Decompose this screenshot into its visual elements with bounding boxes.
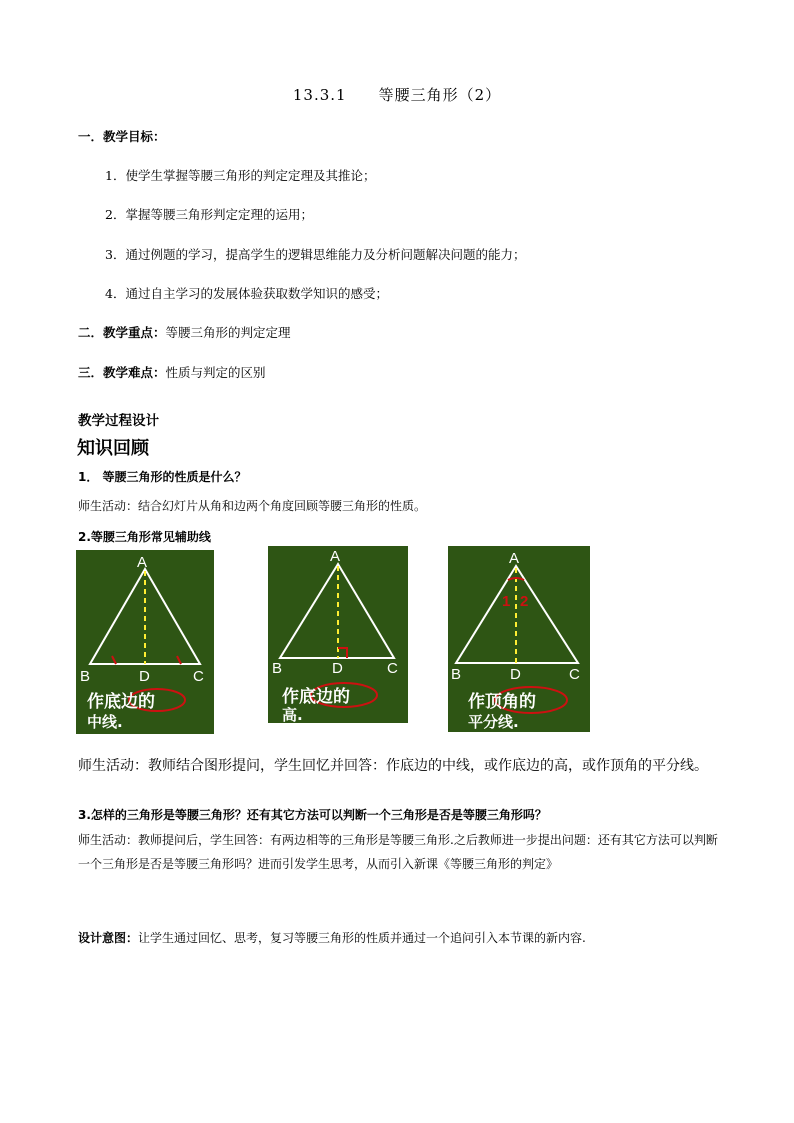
label-d: D xyxy=(510,666,521,683)
label-b: B xyxy=(80,668,91,685)
figure-bisector xyxy=(448,546,590,732)
question-3: 3.怎样的三角形是等腰三角形？还有其它方法可以判断一个三角形是否是等腰三角形吗？ xyxy=(78,808,547,822)
label-d: D xyxy=(332,660,343,677)
figure-median xyxy=(76,550,214,734)
difficult-point-label: 三．教学难点： xyxy=(78,365,166,380)
angle-1-label: 1 xyxy=(502,593,511,610)
caption-line-1: 作底边的 xyxy=(282,687,350,707)
design-intent-text: 让学生通过回忆、思考，复习等腰三角形的性质并通过一个追问引入本节课的新内容. xyxy=(138,931,586,945)
bisector-triangle-diagram xyxy=(448,546,590,732)
design-intent-label: 设计意图： xyxy=(78,931,139,945)
altitude-triangle-diagram xyxy=(268,546,408,723)
caption-line-2: 高. xyxy=(282,706,303,723)
label-c: C xyxy=(387,660,398,677)
page-title: 13.3.1 等腰三角形（2） xyxy=(292,86,502,104)
label-a: A xyxy=(509,550,520,567)
objective-item-4: 4．通过自主学习的发展体验获取数学知识的感受； xyxy=(105,286,388,301)
label-c: C xyxy=(193,668,204,685)
angle-2-label: 2 xyxy=(520,593,529,610)
design-intent xyxy=(78,929,586,946)
difficult-point-text: 性质与判定的区别 xyxy=(165,365,266,380)
key-point-text: 等腰三角形的判定定理 xyxy=(165,325,291,340)
objective-item-1: 1．使学生掌握等腰三角形的判定定理及其推论； xyxy=(105,168,376,183)
review-heading: 知识回顾 xyxy=(77,438,149,459)
objective-item-3: 3．通过例题的学习，提高学生的逻辑思维能力及分析问题解决问题的能力； xyxy=(105,247,526,262)
process-heading: 教学过程设计 xyxy=(78,413,159,429)
label-d: D xyxy=(139,668,150,685)
activity-2: 师生活动：教师结合图形提问，学生回忆并回答：作底边的中线，或作底边的高，或作顶角的平分线。 xyxy=(78,758,708,774)
objectives-heading: 一．教学目标： xyxy=(78,129,166,144)
activity-3: 师生活动：教师提问后，学生回答：有两边相等的三角形是等腰三角形.之后教师进一步提出问题：还有其它方法可以判断一个三角形是否是等腰三角形吗？进而引发学生思考，从而引入新课《等腰三角形的判定》 xyxy=(78,833,718,871)
median-triangle-diagram xyxy=(76,550,214,734)
question-1: 1． 等腰三角形的性质是什么？ xyxy=(78,470,247,484)
objective-item-2: 2．掌握等腰三角形判定定理的运用； xyxy=(105,207,313,222)
label-a: A xyxy=(137,554,148,571)
label-b: B xyxy=(451,666,462,683)
difficult-point xyxy=(78,363,266,381)
question-2: 2.等腰三角形常见辅助线 xyxy=(78,530,211,544)
label-b: B xyxy=(272,660,283,677)
caption-line-1: 作底边的 xyxy=(87,692,155,712)
caption-line-1: 作顶角的 xyxy=(468,692,536,712)
activity-1: 师生活动：结合幻灯片从角和边两个角度回顾等腰三角形的性质。 xyxy=(78,499,427,513)
key-point-label: 二．教学重点： xyxy=(78,325,166,340)
key-point xyxy=(78,323,291,341)
figure-altitude xyxy=(268,546,408,723)
caption-line-2: 中线. xyxy=(87,713,123,731)
label-c: C xyxy=(569,666,580,683)
caption-line-2: 平分线. xyxy=(468,713,519,731)
label-a: A xyxy=(330,548,341,565)
